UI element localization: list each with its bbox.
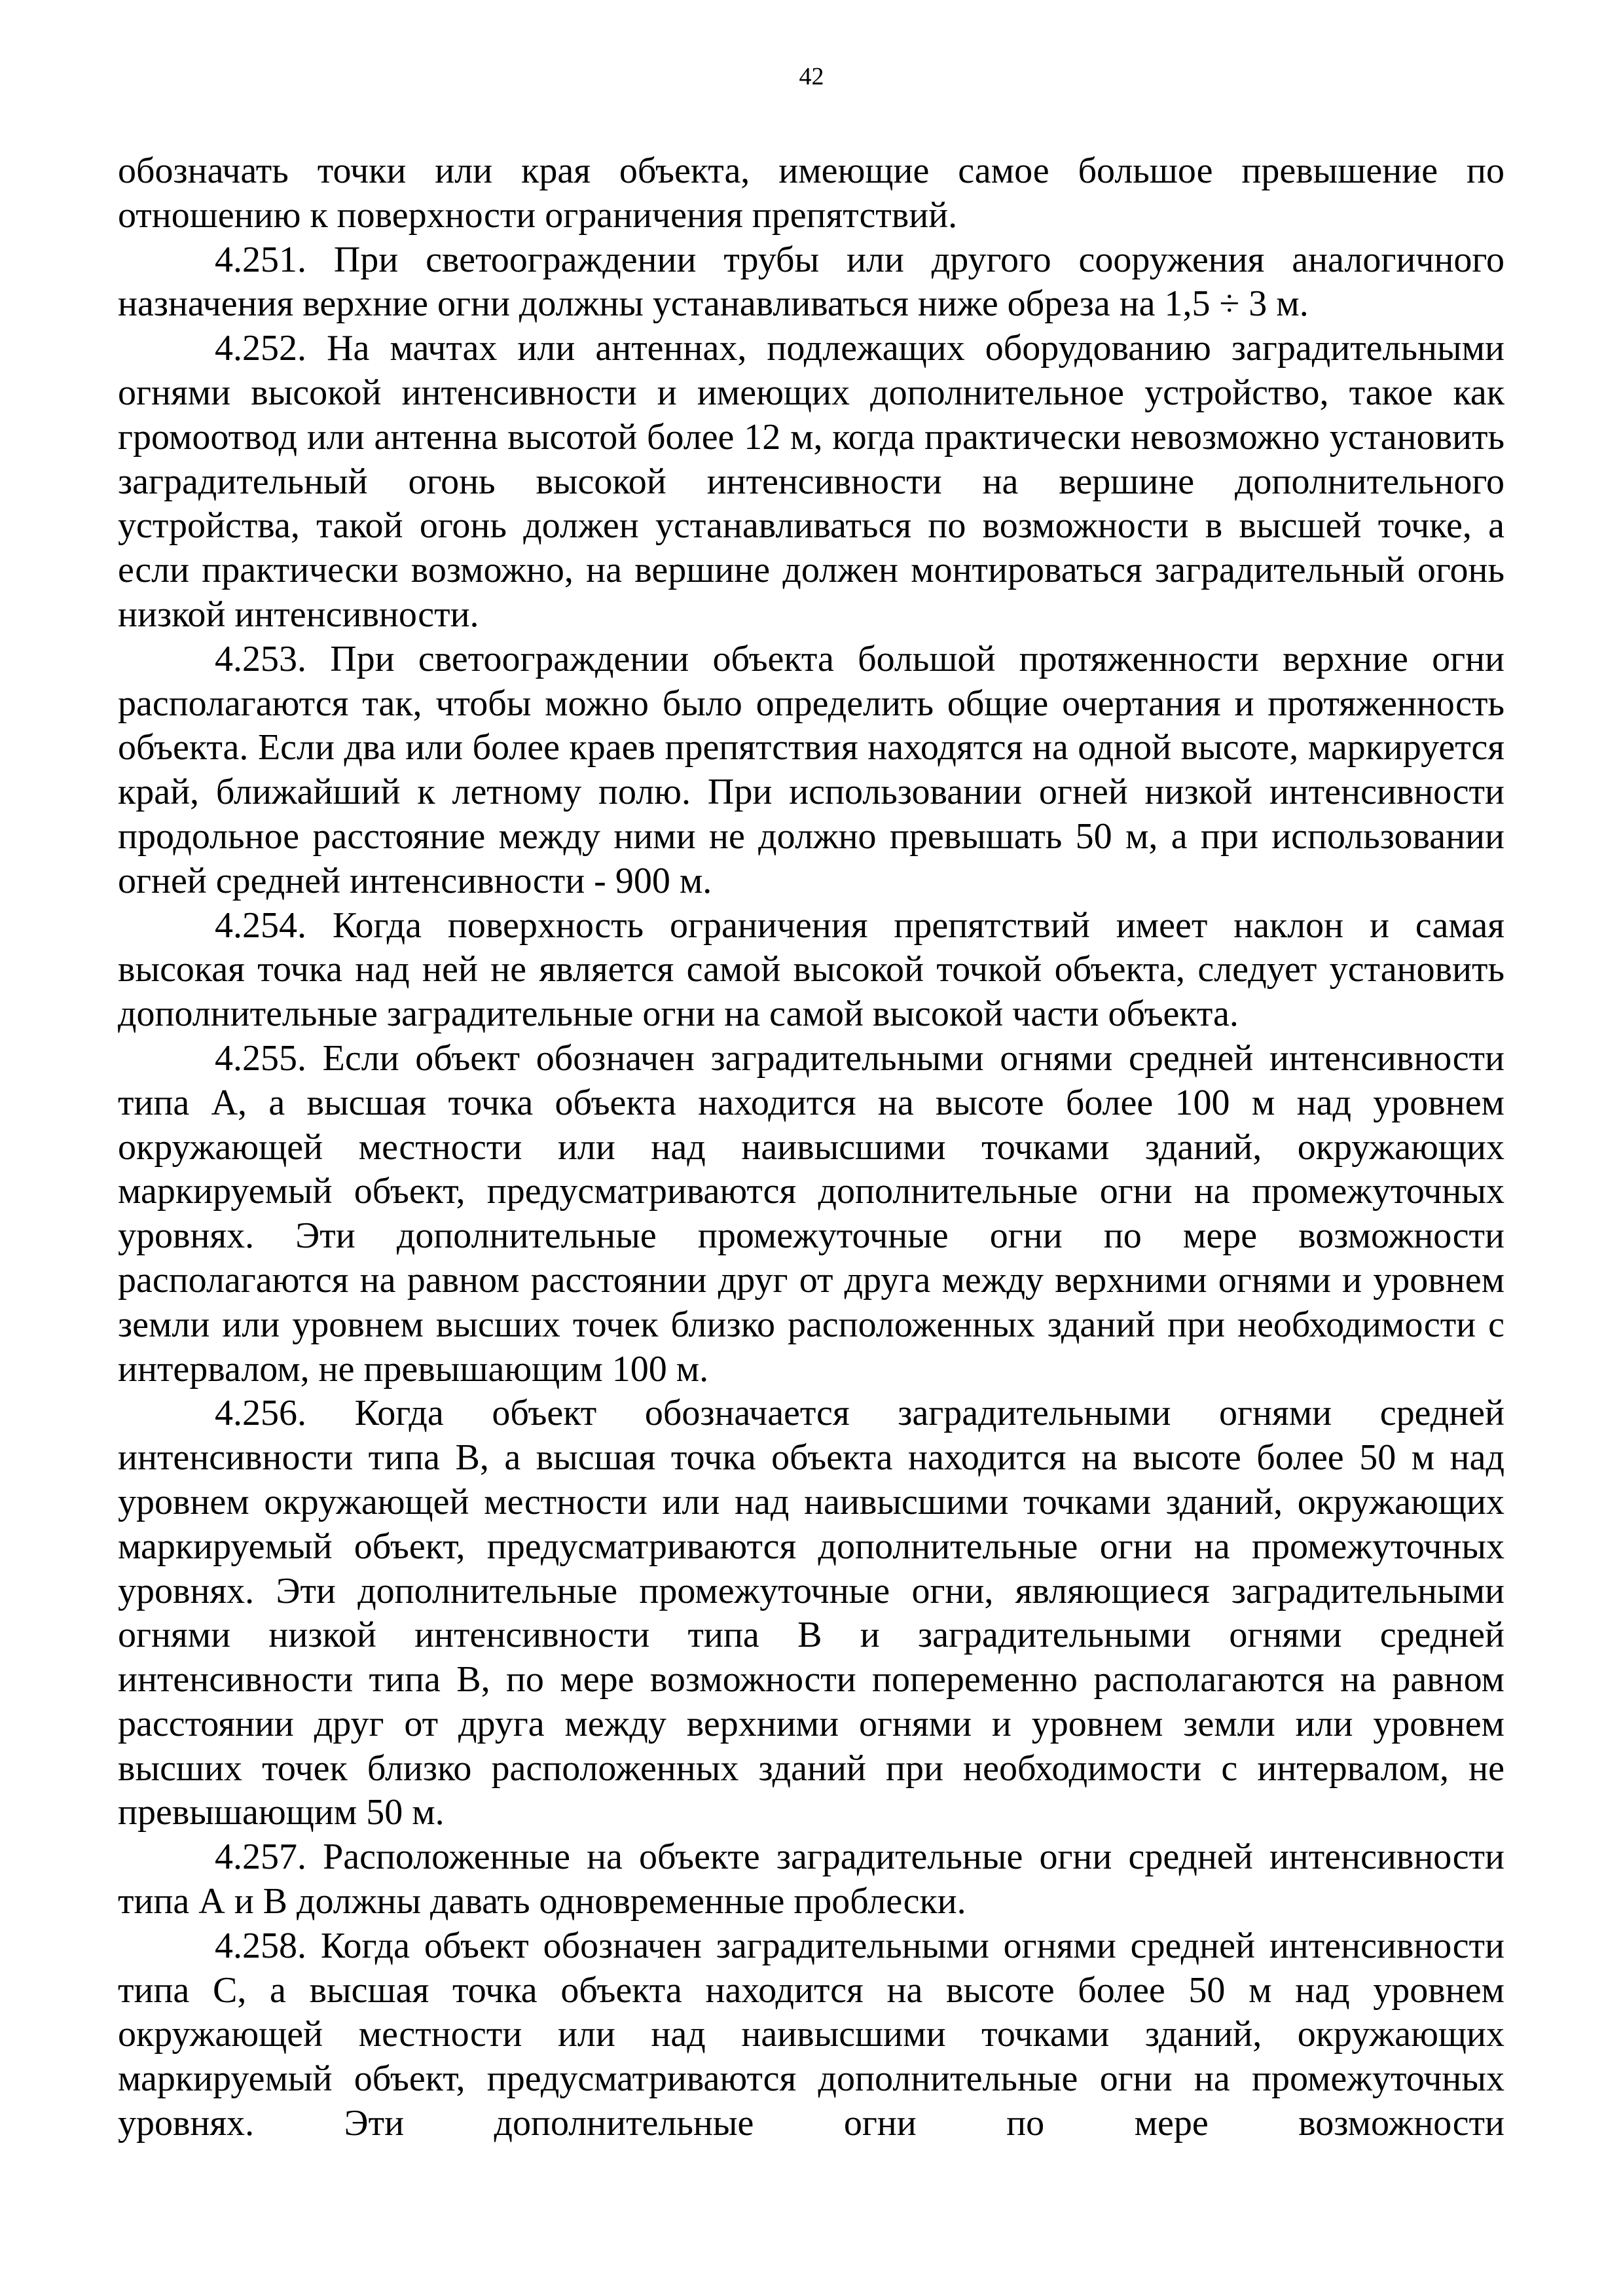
paragraph-4-251: 4.251. При светоограждении трубы или другого сооружения аналогичного назначения верхние огни должны устанавливаться ниже обреза на 1,5 ÷ 3 м. bbox=[118, 239, 1504, 325]
document-body bbox=[118, 149, 1504, 2146]
paragraph-4-253: 4.253. При светоограждении объекта большой протяженности верхние огни располагаются так, чтобы можно было определить общие очертания и протяженность объекта. Если два или более краев препятствия находятся на одной высоте, маркируется край, ближайший к летному полю. При использовании огней низкой интенсивности продольное расстояние между ними не должно превышать 50 м, а при использовании огней средней интенсивности - 900 м. bbox=[118, 638, 1504, 901]
paragraph-4-252: 4.252. На мачтах или антеннах, подлежащих оборудованию заградительными огнями высокой интенсивности и имеющих дополнительное устройство, такое как громоотвод или антенна высотой более 12 м, когда практически невозможно установить заградительный огонь высокой интенсивности на вершине дополнительного устройства, такой огонь должен устанавливаться по возможности в высшей точке, а если практически возможно, на вершине должен монтироваться заградительный огонь низкой интенсивности. bbox=[118, 328, 1504, 635]
paragraph-4-256: 4.256. Когда объект обозначается заградительными огнями средней интенсивности типа В, а высшая точка объекта находится на высоте более 50 м над уровнем окружающей местности или над наивысшими точками зданий, окружающих маркируемый объект, предусматриваются дополнительные огни на промежуточных уровнях. Эти дополнительные промежуточные огни, являющиеся заградительными огнями низкой интенсивности типа В и заградительными огнями средней интенсивности типа В, по мере возможности попеременно располагаются на равном расстоянии друг от друга между верхними огнями и уровнем земли или уровнем высших точек близко расположенных зданий при необходимости с интервалом, не превышающим 50 м. bbox=[118, 1393, 1504, 1833]
page-number: 42 bbox=[799, 63, 824, 90]
paragraph-4-257: 4.257. Расположенные на объекте заградительные огни средней интенсивности типа А и В должны давать одновременные проблески. bbox=[118, 1837, 1504, 1922]
paragraph-4-258: 4.258. Когда объект обозначен заградительными огнями средней интенсивности типа С, а высшая точка объекта находится на высоте более 50 м над уровнем окружающей местности или над наивысшими точками зданий, окружающих маркируемый объект, предусматриваются дополнительные огни на промежуточных уровнях. Эти дополнительные огни по мере возможности bbox=[118, 1925, 1504, 2144]
paragraph-4-254: 4.254. Когда поверхность ограничения препятствий имеет наклон и самая высокая точка над ней не является самой высокой точкой объекта, следует установить дополнительные заградительные огни на самой высокой части объекта. bbox=[118, 905, 1504, 1035]
paragraph-continuation: обозначать точки или края объекта, имеющие самое большое превышение по отношению к поверхности ограничения препятствий. bbox=[118, 151, 1504, 236]
paragraph-4-255: 4.255. Если объект обозначен заградительными огнями средней интенсивности типа А, а высшая точка объекта находится на высоте более 100 м над уровнем окружающей местности или над наивысшими точками зданий, окружающих маркируемый объект, предусматриваются дополнительные огни на промежуточных уровнях. Эти дополнительные промежуточные огни по мере возможности располагаются на равном расстоянии друг от друга между верхними огнями и уровнем земли или уровнем высших точек близко расположенных зданий при необходимости с интервалом, не превышающим 100 м. bbox=[118, 1037, 1504, 1390]
